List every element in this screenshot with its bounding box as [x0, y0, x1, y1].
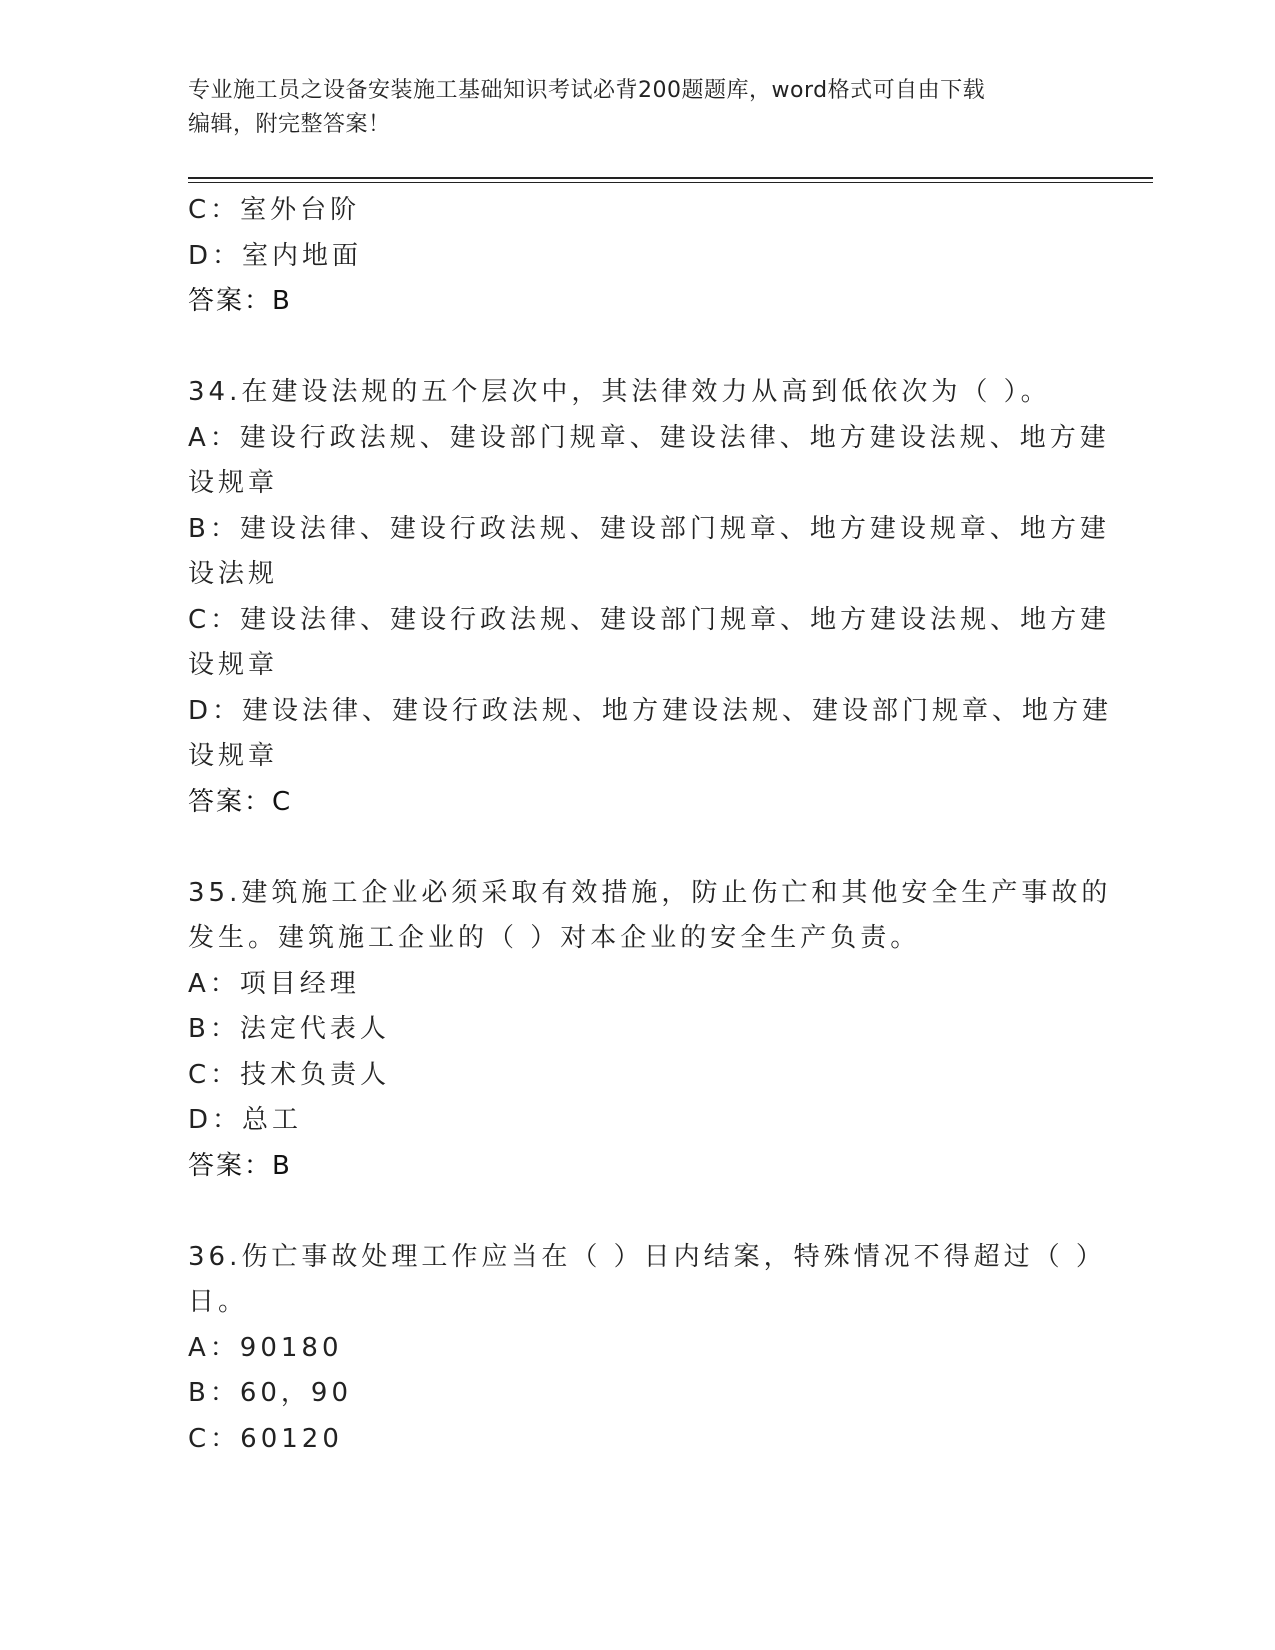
document-header — [188, 74, 1068, 142]
answer: 答案：B — [188, 1150, 292, 1181]
spacer — [188, 325, 1078, 371]
answer: 答案：C — [188, 786, 293, 817]
option-d: D：室内地面 — [188, 240, 363, 271]
question-text-line-1: 36.伤亡事故处理工作应当在（ ）日内结案，特殊情况不得超过（ ） — [188, 1241, 1106, 1272]
option-b: B：法定代表人 — [188, 1014, 390, 1044]
option-d: D：总工 — [188, 1105, 303, 1135]
option-c: C：技术负责人 — [188, 1059, 391, 1090]
option-c: C：60120 — [188, 1423, 343, 1454]
answer: 答案：B — [188, 286, 292, 316]
question-text-line-2: 发生。建筑施工企业的（ ）对本企业的安全生产负责。 — [188, 923, 921, 953]
option-d-line-2: 设规章 — [188, 741, 279, 771]
option-a: A：90180 — [188, 1332, 343, 1363]
option-c: C：室外台阶 — [188, 195, 361, 225]
header-divider-thin — [188, 182, 1153, 183]
question-text-line-1: 35.建筑施工企业必须采取有效措施，防止伤亡和其他安全生产事故的 — [188, 877, 1112, 908]
question-text: 34.在建设法规的五个层次中，其法律效力从高到低依次为（ ）。 — [188, 377, 1051, 407]
option-c-line-2: 设规章 — [188, 650, 279, 680]
option-d-line-1: D：建设法律、建设行政法规、地方建设法规、建设部门规章、地方建 — [188, 695, 1113, 726]
document-body — [188, 188, 1113, 1462]
spacer — [188, 1189, 1078, 1235]
question-34 — [188, 370, 1113, 825]
option-b-line-2: 设法规 — [188, 559, 279, 589]
header-title-line-1: 专业施工员之设备安装施工基础知识考试必背200题题库，word格式可自由下载 — [188, 78, 986, 103]
question-text-line-2: 日。 — [188, 1287, 249, 1317]
option-b: B：60，90 — [188, 1378, 353, 1408]
option-c-line-1: C：建设法律、建设行政法规、建设部门规章、地方建设法规、地方建 — [188, 604, 1111, 635]
header-divider-thick — [188, 177, 1153, 179]
spacer — [188, 825, 1078, 871]
option-a-line-1: A：建设行政法规、建设部门规章、建设法律、地方建设法规、地方建 — [188, 422, 1110, 453]
option-a: A：项目经理 — [188, 968, 360, 999]
question-35 — [188, 871, 1112, 1190]
option-a-line-2: 设规章 — [188, 468, 279, 498]
option-b-line-1: B：建设法律、建设行政法规、建设部门规章、地方建设规章、地方建 — [188, 513, 1110, 544]
question-36 — [188, 1235, 1106, 1463]
question-33 — [188, 188, 1078, 325]
header-title-line-2: 编辑，附完整答案！ — [188, 112, 391, 137]
